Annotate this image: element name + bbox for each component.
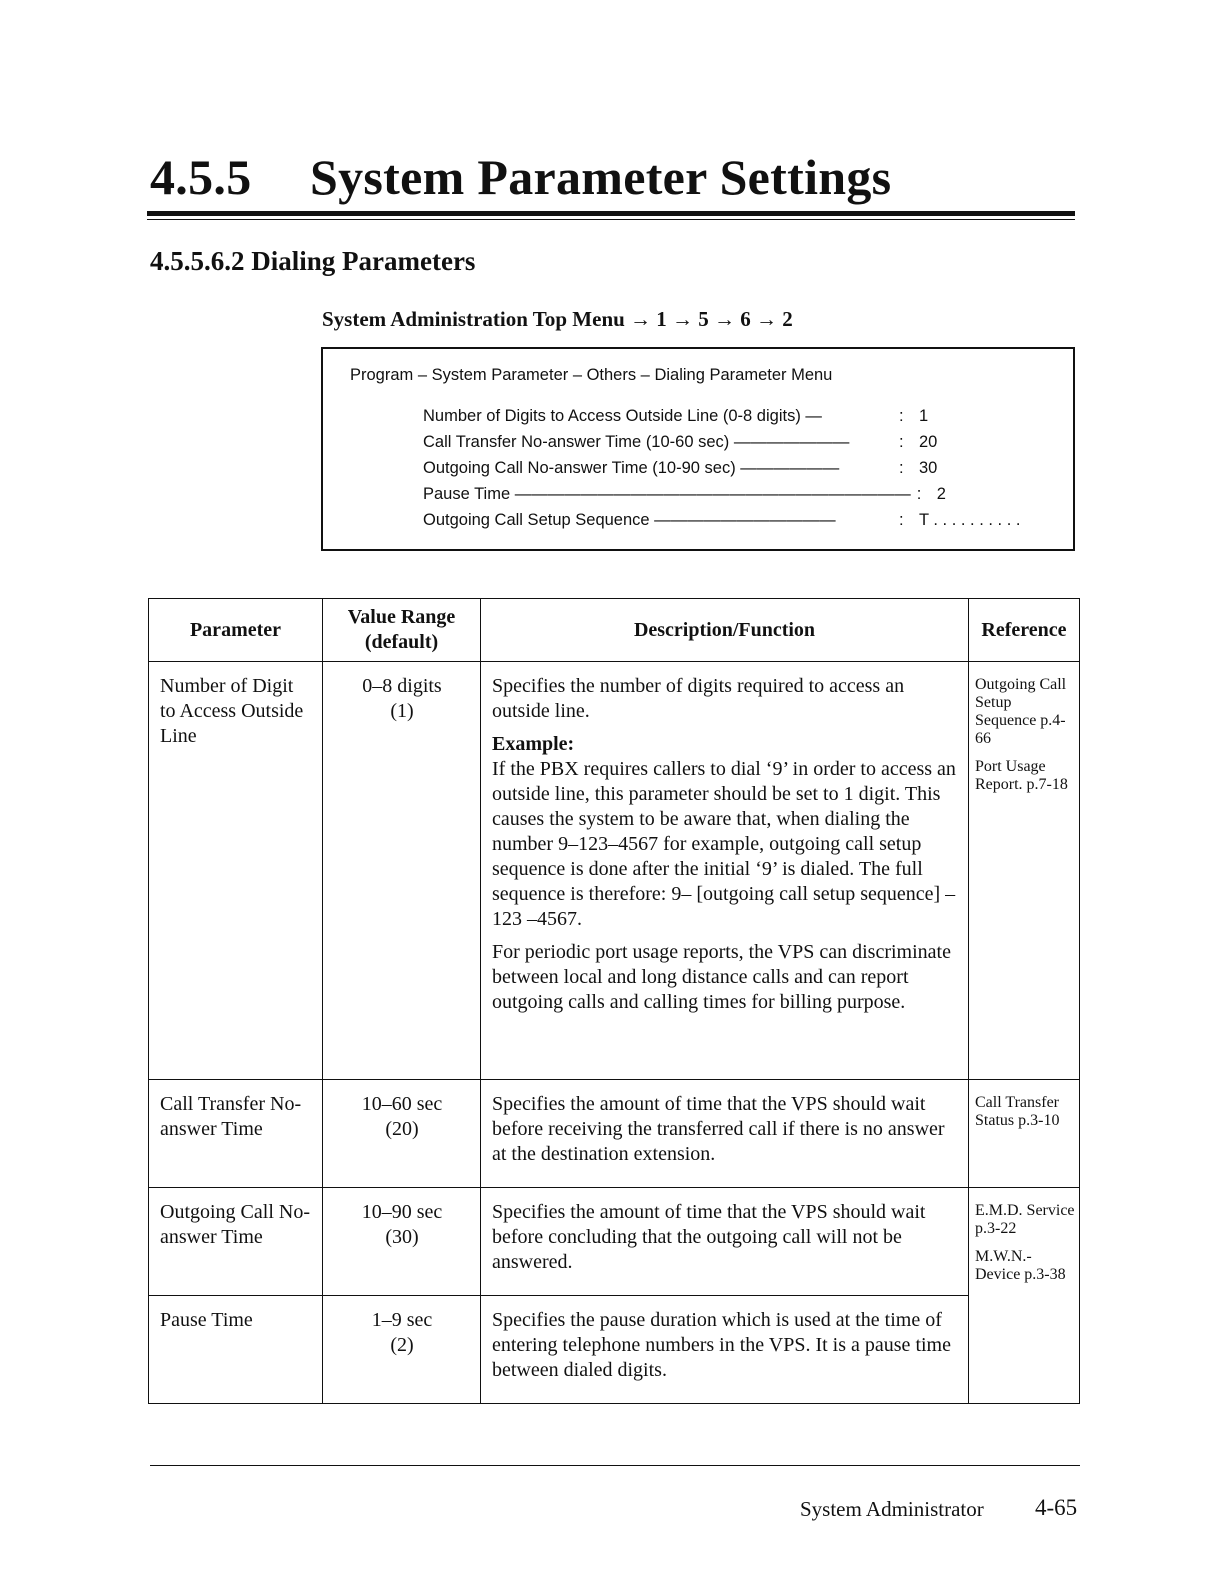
reference-link: M.W.N.- Device p.3-38 <box>975 1248 1066 1283</box>
example-label: Example: <box>492 733 575 755</box>
screen-row <box>423 485 1063 511</box>
description-text: Specifies the number of digits required to access an outside line. <box>492 675 905 722</box>
screen-row <box>423 433 1063 459</box>
reference <box>969 1080 1079 1148</box>
description <box>481 1188 968 1295</box>
screen-row-value: 30 <box>919 459 938 477</box>
header-range-line1: Value Range <box>347 606 456 628</box>
header-range-line2: (default) <box>364 631 439 653</box>
table-header-row <box>149 599 1080 662</box>
description-text: Specifies the amount of time that the VPS should wait before concluding that the outgoing call will not be answered. <box>492 1201 926 1273</box>
table-row <box>149 1188 1080 1296</box>
default: (30) <box>385 1226 419 1248</box>
default: (2) <box>390 1334 414 1356</box>
description <box>481 1296 968 1403</box>
screen-row <box>423 407 1063 433</box>
subheading: 4.5.5.6.2 Dialing Parameters <box>150 246 476 276</box>
reference <box>969 1188 1079 1302</box>
screen-row-label: Pause Time ———————————————————————— <box>423 485 911 503</box>
screen-display-box <box>321 347 1075 551</box>
screen-row-value: 20 <box>919 433 938 451</box>
screen-row-value: 1 <box>919 407 929 425</box>
screen-row-colon: : <box>899 511 904 529</box>
description <box>481 1080 968 1187</box>
range: 1–9 sec <box>371 1309 433 1331</box>
title-rule-thin <box>147 219 1075 220</box>
reference-link: Call Transfer Status p.3-10 <box>975 1094 1060 1129</box>
page-title <box>150 148 891 206</box>
screen-row-colon: : <box>899 407 904 425</box>
page-number: 4-65 <box>1035 1495 1078 1520</box>
footer-section: System Administrator <box>800 1497 984 1521</box>
title-rule <box>147 211 1075 216</box>
range: 10–60 sec <box>361 1093 443 1115</box>
range: 10–90 sec <box>361 1201 443 1223</box>
default: (20) <box>385 1118 419 1140</box>
value-range <box>323 662 480 736</box>
value-range <box>323 1296 480 1370</box>
screen-row-value: 2 <box>936 485 946 503</box>
screen-row-label: Outgoing Call No-answer Time (10-90 sec) —————— <box>423 459 840 477</box>
example-text: If the PBX requires callers to dial ‘9’ in order to access an outside line, this parameter should be set to 1 digit. This causes the system to be aware that, when dialing the number 9–123–4567 for example, outgoing call setup sequence is done after the initial ‘9’ is dialed. The full sequence is therefore: 9– [outgoing call setup sequence] –123 –4567. <box>492 758 956 930</box>
screen-row-label: Number of Digits to Access Outside Line (0-8 digits) — <box>423 407 822 425</box>
reference-link: Port Usage Report. p.7-18 <box>975 758 1068 793</box>
table-row <box>149 662 1080 1080</box>
screen-row-colon: : <box>899 459 904 477</box>
value-range <box>323 1188 480 1262</box>
screen-row <box>423 511 1063 537</box>
description-text: Specifies the amount of time that the VPS should wait before receiving the transferred call if there is no answer at the destination extension. <box>492 1093 945 1165</box>
table-row <box>149 1080 1080 1188</box>
header-parameter: Parameter <box>149 599 323 662</box>
parameter-name: Call Transfer No-answer Time <box>160 1093 302 1140</box>
value-range <box>323 1080 480 1154</box>
reference-link: E.M.D. Service p.3-22 <box>975 1202 1075 1237</box>
reference-link: Outgoing Call Setup Sequence p.4-66 <box>975 676 1067 747</box>
footer-rule <box>150 1465 1080 1466</box>
description-text: Specifies the pause duration which is used at the time of entering telephone numbers in the VPS. It is a pause time between dialed digits. <box>492 1309 951 1381</box>
parameter-name: Number of Digit to Access Outside Line <box>160 675 304 747</box>
section-title: System Parameter Settings <box>310 149 892 205</box>
screen-title: Program – System Parameter – Others – Dialing Parameter Menu <box>350 366 833 384</box>
screen-row <box>423 459 1063 485</box>
description-text: For periodic port usage reports, the VPS can discriminate between local and long distance calls and can report outgoing calls and calling times for billing purpose. <box>492 941 951 1013</box>
default: (1) <box>390 700 414 722</box>
screen-row-colon: : <box>899 433 904 451</box>
reference <box>969 662 1079 812</box>
screen-row-colon: : <box>916 485 922 503</box>
table-row <box>149 1296 1080 1404</box>
header-value-range <box>323 599 481 662</box>
parameter-name: Pause Time <box>160 1309 253 1331</box>
menu-path: System Administration Top Menu → 1 → 5 → 6 → 2 <box>322 307 793 331</box>
parameter-table <box>148 598 1080 1404</box>
screen-row-value: T . . . . . . . . . . <box>919 511 1021 529</box>
screen-row-label: Outgoing Call Setup Sequence ——————————— <box>423 511 836 529</box>
parameter-name: Outgoing Call No-answer Time <box>160 1201 310 1248</box>
header-description: Description/Function <box>481 599 969 662</box>
header-reference: Reference <box>969 599 1080 662</box>
section-number: 4.5.5 <box>150 149 252 205</box>
description <box>481 662 968 1035</box>
screen-row-label: Call Transfer No-answer Time (10-60 sec) ——————— <box>423 433 850 451</box>
range: 0–8 digits <box>362 675 442 697</box>
